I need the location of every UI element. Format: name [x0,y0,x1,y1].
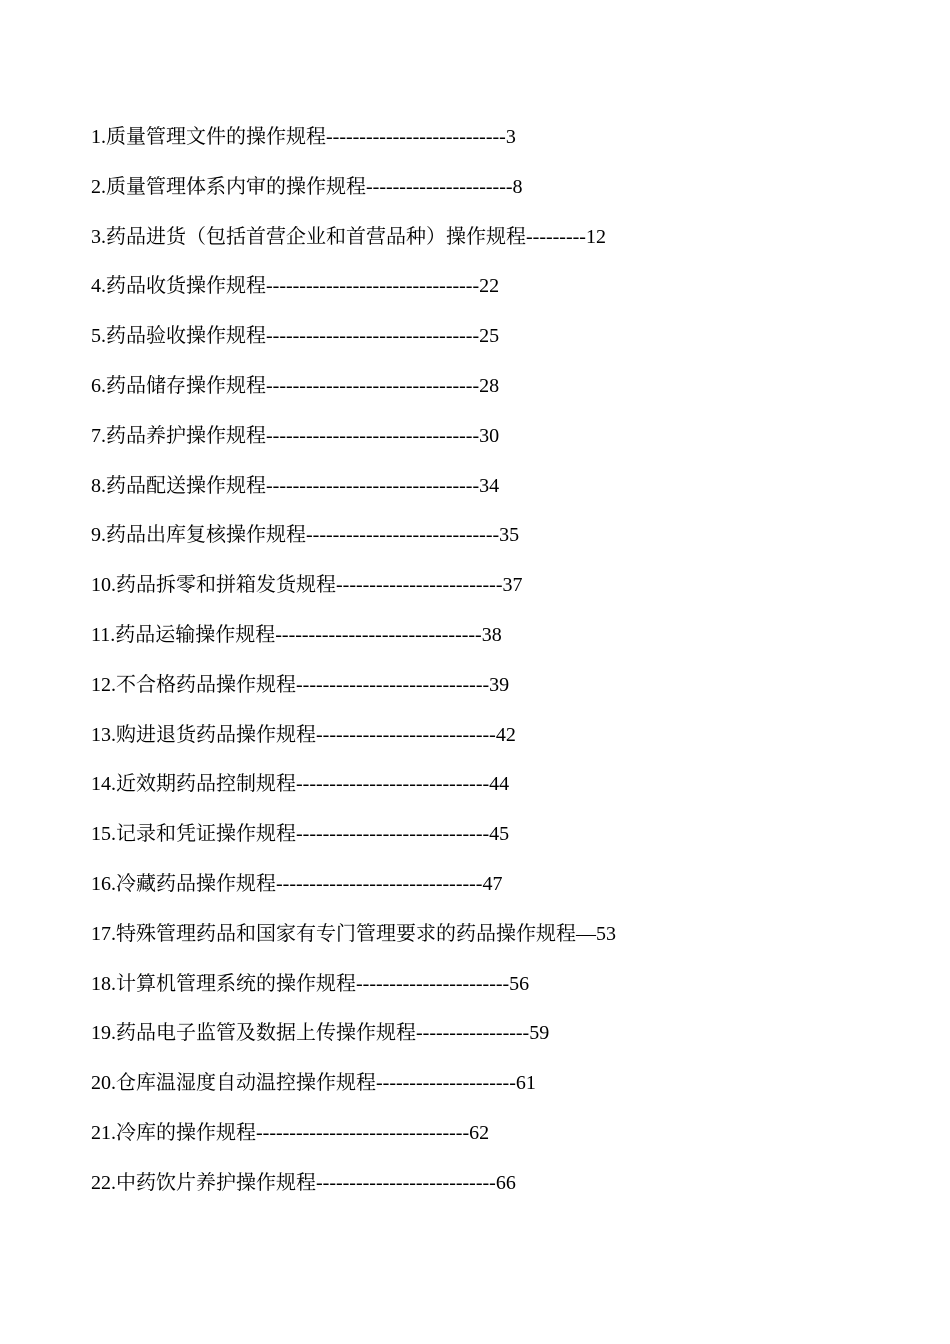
toc-entry: 22.中药饮片养护操作规程---------------------------66 [91,1171,516,1194]
toc-entry: 6.药品储存操作规程--------------------------------28 [91,374,500,397]
toc-entry: 5.药品验收操作规程--------------------------------25 [91,325,500,348]
toc-entry: 7.药品养护操作规程--------------------------------30 [91,424,500,447]
toc-entry: 12.不合格药品操作规程-----------------------------39 [91,673,510,696]
toc-entry: 1.质量管理文件的操作规程---------------------------3 [91,126,516,148]
toc-entry: 19.药品电子监管及数据上传操作规程-----------------59 [91,1022,550,1045]
toc-entry: 3.药品进货（包括首营企业和首营品种）操作规程---------12 [91,225,606,248]
toc-entry: 2.质量管理体系内审的操作规程----------------------8 [91,175,523,198]
toc-entry: 16.冷藏药品操作规程-------------------------------47 [91,872,503,895]
toc-entry: 10.药品拆零和拼箱发货规程-------------------------37 [91,574,523,597]
toc-entry: 9.药品出库复核操作规程-----------------------------35 [91,524,520,547]
toc-entry: 13.购进退货药品操作规程---------------------------42 [91,723,516,746]
toc-entry: 17.特殊管理药品和国家有专门管理要求的药品操作规程—53 [91,922,616,945]
toc-entry: 20.仓库温湿度自动温控操作规程---------------------61 [91,1072,536,1095]
toc-entry: 8.药品配送操作规程--------------------------------34 [91,474,500,497]
toc-entry: 18.计算机管理系统的操作规程-----------------------56 [91,972,530,995]
table-of-contents [91,124,616,1220]
toc-entry: 11.药品运输操作规程-------------------------------38 [91,623,502,646]
toc-entry: 21.冷库的操作规程--------------------------------62 [91,1121,490,1144]
toc-entry: 14.近效期药品控制规程-----------------------------44 [91,773,510,796]
toc-entry: 4.药品收货操作规程--------------------------------22 [91,275,500,298]
toc-entry: 15.记录和凭证操作规程-----------------------------45 [91,823,510,846]
